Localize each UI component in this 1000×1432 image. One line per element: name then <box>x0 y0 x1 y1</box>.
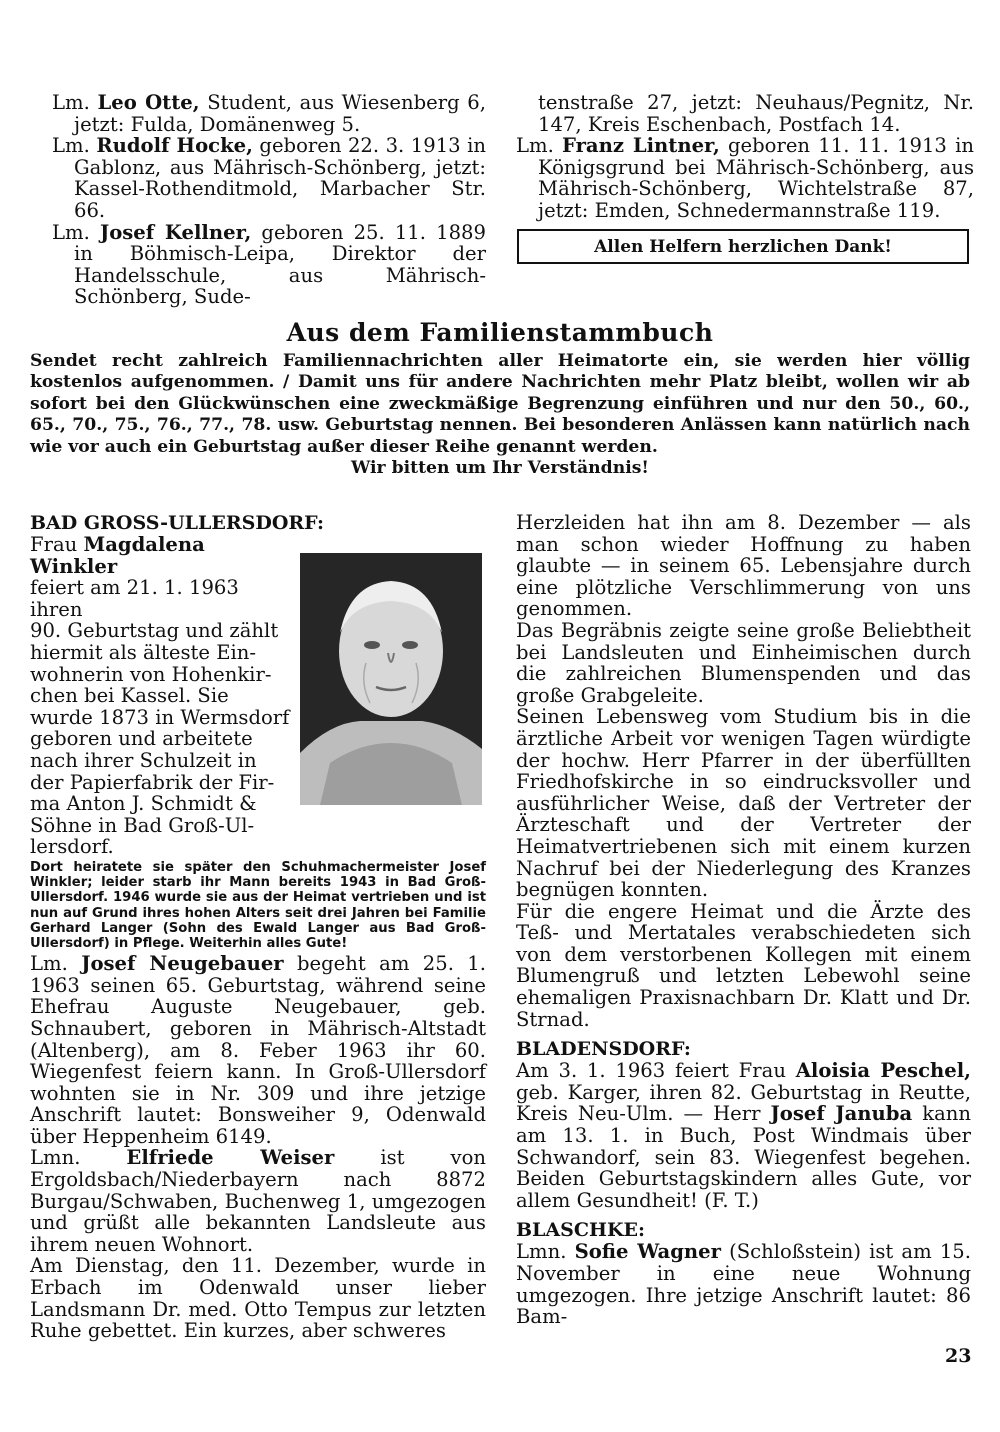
entry-sofie-wagner: Lmn. Sofie Wagner (Schloßstein) ist am 15. November in eine neue Wohnung umgezogen. Ihre jetzige Anschrift lautet: 86 Bam- <box>516 1240 971 1329</box>
main-right-column <box>516 512 971 1328</box>
winkler-line: hiermit als älteste Ein- <box>30 640 257 664</box>
winkler-small-print: Dort heiratete sie später den Schuhmachermeister Josef Winkler; leider starb ihr Mann bereits 1943 in Bad Groß-Ullersdorf. 1946 wurde sie aus der Heimat vertrieben und ist nun auf Grund ihres hohen Alters seit drei Jahren bei Familie Gerhard Langer (Sohn des Ewald Langer aus Bad Groß-Ullersdorf) in Pflege. Weiterhin alles Gute! <box>30 859 486 951</box>
person-name: Franz Lintner, <box>562 134 720 158</box>
person-name: Josef Neugebauer <box>81 952 284 976</box>
person-name: Josef Januba <box>770 1102 913 1126</box>
person-name: Magdalena Winkler <box>30 533 205 578</box>
person-name: Rudolf Hocke, <box>96 134 253 158</box>
winkler-line: feiert am 21. 1. 1963 ihren <box>30 576 239 621</box>
tempus-obituary-p4: Für die engere Heimat und die Ärzte des Teß- und Mertatales verabschiedeten sich von dem verstorbenen Kollegen mit einem Blumengruß und letzten Lebewohl seine ehemaligen Praxisnachbarn Dr. Klatt und Dr. Strnad. <box>516 899 971 1031</box>
section-notice: Sendet recht zahlreich Familiennachrichten aller Heimatorte ein, sie werden hier völlig kostenlos aufgenommen. / Damit uns für andere Nachrichten mehr Platz bleibt, wollen wir ab sofort bei den Glückwünschen eine zweckmäßige Begrenzung einführen und nur den 50., 60., 65., 70., 75., 76., 77., 78. usw. Geburtstag nennen. Bei besonderen Anlässen kann natürlich nach wie vor auch ein Geburtstag außer dieser Reihe genannt werden. Wir bitten um Ihr Verständnis! <box>30 351 970 479</box>
winkler-text <box>30 534 292 858</box>
entry-dr-otto-tempus: Am Dienstag, den 11. Dezember, wurde in Erbach im Odenwald unser lieber Landsmann Dr. med. Otto Tempus zur letzten Ruhe gebettet. Ein kurzes, aber schweres <box>30 1254 486 1343</box>
winkler-line: chen bei Kassel. Sie <box>30 684 229 708</box>
entry-josef-neugebauer: Lm. Josef Neugebauer begeht am 25. 1. 1963 seinen 65. Geburtstag, während seine Ehefrau Auguste Neugebauer, geb. Schnaubert, geboren in Mährisch-Altstadt (Altenberg), am 8. Feber 1963 ihr 60. Wiegenfest feiern kann. In Groß-Ullersdorf wohnten sie in Nr. 309 und ihre jetzige Anschrift lautet: Bonsweiher 9, Odenwald über Heppenheim 6149. <box>30 952 486 1148</box>
top-right-column <box>516 92 974 222</box>
notice-closing: Wir bitten um Ihr Verständnis! <box>351 458 649 479</box>
winkler-line: 90. Geburtstag und zählt <box>30 619 279 643</box>
tempus-obituary-p2: Das Begräbnis zeigte seine große Beliebtheit bei Landsleuten und Einheimischen durch die zahlreichen Blumenspenden und das große Grabgeleite. <box>516 618 971 707</box>
person-name: Josef Kellner, <box>99 220 252 244</box>
person-name: Sofie Wagner <box>574 1240 721 1264</box>
person-name: Aloisia Peschel, <box>795 1059 971 1083</box>
winkler-line: Söhne in Bad Groß-Ul- <box>30 813 255 837</box>
winkler-line: ma Anton J. Schmidt & <box>30 792 257 816</box>
winkler-line: wurde 1873 in Wermsdorf <box>30 705 290 729</box>
tempus-obituary-p3: Seinen Lebensweg vom Studium bis in die ärztliche Arbeit vor wenigen Tagen würdigte der hochw. Herr Pfarrer in der überfüllten Friedhofskirche in so eindrucksvoller und ausführlicher Weise, daß der Vertreter der Ärzteschaft und der Vertreter der Heimatvertriebenen sich mit einem kurzen Nachruf bei der Niederlegung des Kranzes begnügen konnten. <box>516 705 971 902</box>
heading-blaschke: BLASCHKE: <box>516 1219 645 1242</box>
winkler-line: nach ihrer Schulzeit in <box>30 748 257 772</box>
winkler-line: Frau Magdalena Winkler <box>30 533 205 578</box>
winkler-line: lersdorf. <box>30 835 114 859</box>
tempus-obituary-p1: Herzleiden hat ihn am 8. Dezember — als man schon wieder Hoffnung zu haben glaubte — in seinem 65. Lebensjahre durch eine plötzliche Verschlimmerung von uns genommen. <box>516 511 971 621</box>
portrait-image <box>300 553 482 805</box>
person-name: Leo Otte, <box>97 91 200 114</box>
entry-continuation: tenstraße 27, jetzt: Neuhaus/Pegnitz, Nr. 147, Kreis Eschenbach, Postfach 14. <box>538 91 974 136</box>
top-left-column <box>52 92 486 308</box>
person-name: Elfriede Weiser <box>126 1146 335 1170</box>
entry-franz-lintner: Lm. Franz Lintner, geboren 11. 11. 1913 in Königsgrund bei Mährisch-Schönberg, aus Mährisch-Schönberg, Wichtelstraße 87, jetzt: Emden, Schnedermannstraße 119. <box>516 134 974 222</box>
winkler-line: geboren und arbeitete <box>30 727 253 751</box>
heading-bad-gross-ullersdorf: BAD GROSS-ULLERSDORF: <box>30 512 324 534</box>
heading-bladensdorf: BLADENSDORF: <box>516 1038 691 1061</box>
winkler-line: der Papierfabrik der Fir- <box>30 770 275 794</box>
entry-elfriede-weiser: Lmn. Elfriede Weiser ist von Ergoldsbach/Niederbayern nach 8872 Burgau/Schwaben, Buchenweg 1, umgezogen und grüßt alle bekannten Landsleute aus ihrem neuen Wohnort. <box>30 1146 486 1256</box>
entry-leo-otte: Lm. Leo Otte, Student, aus Wiesenberg 6, jetzt: Fulda, Domänenweg 5. <box>52 91 486 136</box>
page-number: 23 <box>945 1345 972 1367</box>
entry-josef-kellner: Lm. Josef Kellner, geboren 25. 11. 1889 in Böhmisch-Leipa, Direktor der Handelsschule, aus Mährisch-Schönberg, Sude- <box>52 220 486 309</box>
entry-aloisia-peschel: Am 3. 1. 1963 feiert Frau Aloisia Peschel, geb. Karger, ihren 82. Geburtstag in Reutte, Kreis Neu-Ulm. — Herr Josef Januba kann am 13. 1. in Buch, Post Windmais über Schwandorf, sein 83. Wiegenfest begehen. Beiden Geburtstagskindern alles Gute, vor allem Gesundheit! (F. T.) <box>516 1059 971 1212</box>
thanks-box: Allen Helfern herzlichen Dank! <box>517 229 969 264</box>
entry-rudolf-hocke: Lm. Rudolf Hocke, geboren 22. 3. 1913 in Gablonz, aus Mährisch-Schönberg, jetzt: Kassel-Rothenditmold, Marbacher Str. 66. <box>52 134 486 222</box>
winkler-line: wohnerin von Hohenkir- <box>30 662 272 686</box>
portrait-photo <box>300 553 482 805</box>
section-header <box>30 318 970 479</box>
section-title: Aus dem Familienstammbuch <box>286 318 714 347</box>
